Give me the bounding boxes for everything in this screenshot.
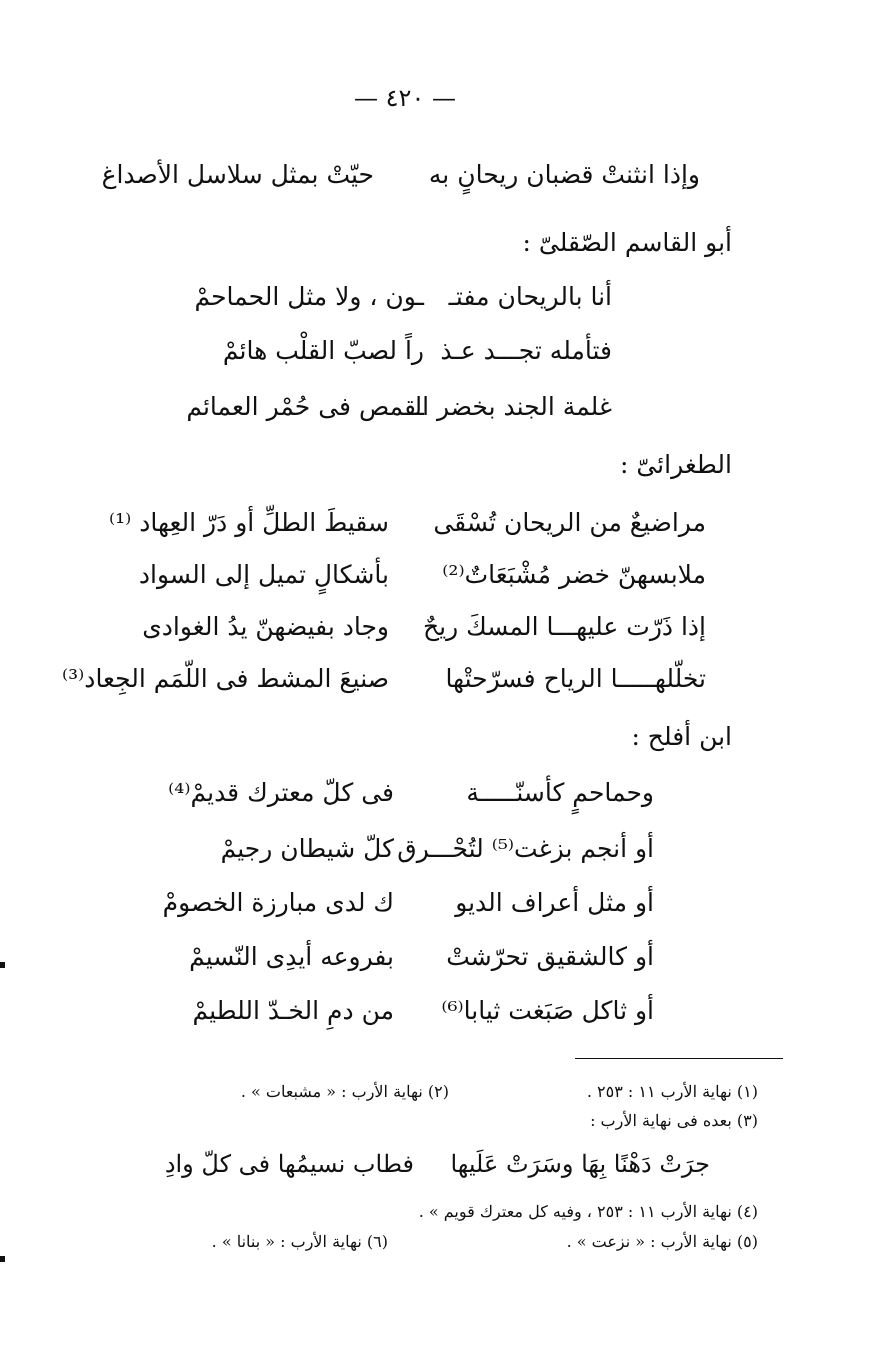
verse-hemistich-right: إذا ذَرّت عليهـــا المسكَ ريحٌ bbox=[423, 612, 706, 641]
verse-hemistich-left: وجاد بفيضهنّ يدُ الغوادى bbox=[142, 612, 389, 641]
verse-hemistich-right: وإذا انثنتْ قضبان ريحانٍ به bbox=[428, 160, 700, 189]
verse-hemistich-right: أنا بالريحان مفتـ bbox=[448, 282, 612, 311]
verse-hemistich-left: ـون ، ولا مثل الحماحمْ bbox=[194, 282, 424, 311]
footnote: (٦) نهاية الأرب : « بنانا » . bbox=[211, 1232, 388, 1251]
poet-heading: ابن أفلح : bbox=[631, 722, 732, 751]
verse-hemistich-left: صنيعَ المشط فى اللّمَم الجِعاد⁽³⁾ bbox=[62, 664, 389, 693]
page-number: — ٤٢٠ — bbox=[354, 84, 456, 112]
verse-hemistich-right: تخلّلهـــــا الرياح فسرّحتْها bbox=[445, 664, 706, 693]
footnote: (٥) نهاية الأرب : « نزعت » . bbox=[566, 1232, 758, 1251]
verse-hemistich-right: فتأمله تجـــد عـذ bbox=[440, 336, 612, 365]
scan-speck bbox=[0, 962, 5, 968]
verse-hemistich-left: بأشكالٍ تميل إلى السواد bbox=[138, 560, 389, 589]
verse-hemistich-left: كلّ شيطان رجيمْ bbox=[220, 834, 394, 863]
footnote: (١) نهاية الأرب ١١ : ٢٥٣ . bbox=[586, 1082, 758, 1101]
footnote: (٣) بعده فى نهاية الأرب : bbox=[590, 1111, 758, 1130]
verse-hemistich-right: ملابسهنّ خضر مُشْبَعَاتٌ⁽²⁾ bbox=[442, 560, 706, 589]
verse-hemistich-left: فى كلّ معترك قديمْ⁽⁴⁾ bbox=[168, 778, 394, 807]
verse-hemistich-right: أو أنجم بزغت⁽⁵⁾ لتُحْـــرق bbox=[397, 834, 654, 863]
verse-hemistich-right: مراضيعٌ من الريحان تُسْقَى bbox=[433, 508, 706, 537]
footnote: (٤) نهاية الأرب ١١ : ٢٥٣ ، وفيه كل معترك قويم » . bbox=[418, 1202, 758, 1221]
verse-hemistich-right: غلمة الجند بخضر الـ bbox=[407, 392, 612, 421]
verse-hemistich-left: من دمِ الخـدّ اللطيمْ bbox=[192, 996, 394, 1025]
verse-hemistich-left: ـقمص فى حُمْر العمائم bbox=[186, 392, 424, 421]
verse-hemistich-right: أو كالشقيق تحرّشتْ bbox=[446, 942, 654, 971]
footnote-divider bbox=[575, 1058, 783, 1059]
verse-hemistich-left: سقيطَ الطلِّ أو دَرّ العِهاد ⁽¹⁾ bbox=[108, 508, 389, 537]
footnote: (٢) نهاية الأرب : « مشبعات » . bbox=[240, 1082, 449, 1101]
verse-hemistich-left: حيّتْ بمثل سلاسل الأصداغ bbox=[101, 160, 374, 189]
verse-hemistich-right: أو مثل أعراف الديو bbox=[455, 888, 654, 917]
footnote-verse-right: جرَتْ دَهْنًا بِهَا وسَرَتْ عَلَيها bbox=[450, 1150, 710, 1178]
footnote-verse-left: فطاب نسيمُها فى كلّ وادِ bbox=[164, 1150, 414, 1178]
poet-heading: الطغرائىّ : bbox=[619, 450, 732, 479]
verse-hemistich-left: ك لدى مبارزة الخصومْ bbox=[162, 888, 394, 917]
verse-hemistich-right: أو ثاكل صَبَغت ثيابا⁽⁶⁾ bbox=[441, 996, 654, 1025]
poet-heading: أبو القاسم الصّقلىّ : bbox=[522, 228, 732, 257]
verse-hemistich-right: وحماحمٍ كأسنّـــــة bbox=[466, 778, 654, 807]
verse-hemistich-left: بفروعه أيدِى النّسيمْ bbox=[189, 942, 394, 971]
verse-hemistich-left: راً لصبّ القلْب هائمْ bbox=[222, 336, 424, 365]
scan-speck bbox=[0, 1256, 5, 1262]
